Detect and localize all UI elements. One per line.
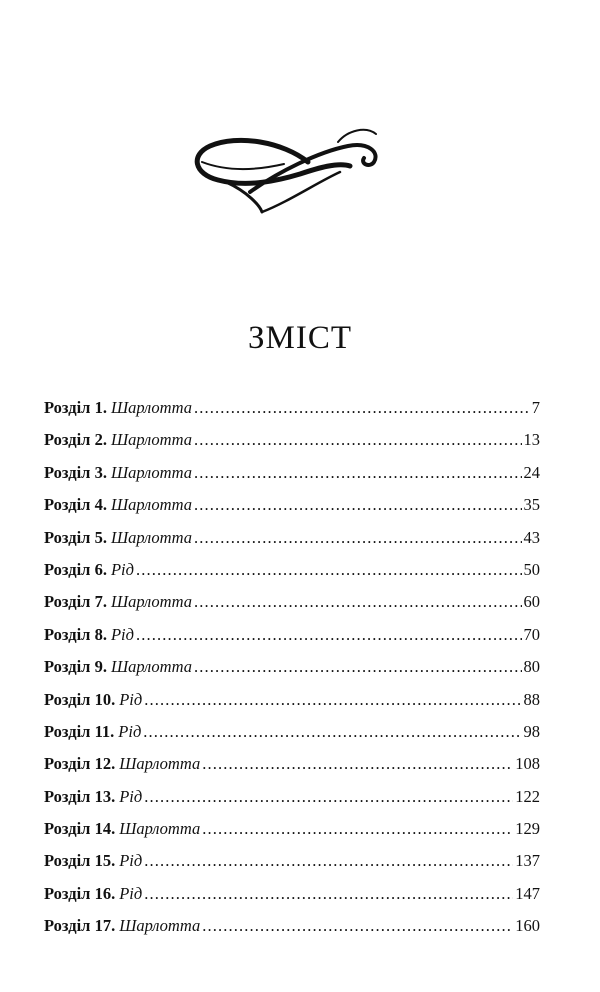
dot-leader bbox=[136, 560, 522, 580]
chapter-label: Розділ 10. bbox=[44, 689, 116, 709]
dot-leader bbox=[144, 690, 521, 710]
chapter-label: Розділ 6. bbox=[44, 559, 107, 579]
chapter-title: Шарлотта bbox=[110, 495, 192, 515]
chapter-title: Рід bbox=[110, 559, 134, 579]
chapter-label: Розділ 16. bbox=[44, 883, 116, 903]
dot-leader bbox=[194, 657, 522, 677]
toc-entry bbox=[44, 851, 540, 883]
page-number: 122 bbox=[515, 786, 540, 806]
toc-entry bbox=[44, 916, 540, 948]
dot-leader bbox=[194, 592, 522, 612]
page-number: 98 bbox=[523, 721, 540, 741]
toc-entry bbox=[44, 430, 540, 462]
dot-leader bbox=[194, 495, 522, 515]
page-number: 108 bbox=[515, 754, 540, 774]
toc-entry bbox=[44, 592, 540, 624]
page-number: 35 bbox=[523, 495, 540, 515]
dot-leader bbox=[144, 884, 513, 904]
toc-entry bbox=[44, 819, 540, 851]
page-number: 7 bbox=[531, 398, 540, 417]
page-title: ЗМІСТ bbox=[247, 320, 353, 356]
chapter-title: Рід bbox=[119, 883, 143, 903]
toc-entry bbox=[44, 884, 540, 916]
toc-entry bbox=[44, 528, 540, 560]
toc-entry bbox=[44, 495, 540, 527]
chapter-title: Рід bbox=[119, 689, 143, 709]
dot-leader bbox=[194, 463, 522, 483]
toc-entry bbox=[44, 657, 540, 689]
chapter-label: Розділ 15. bbox=[44, 851, 116, 871]
chapter-title: Шарлотта bbox=[110, 398, 192, 417]
dot-leader bbox=[144, 851, 513, 871]
chapter-title: Рід bbox=[110, 624, 134, 644]
chapter-label: Розділ 14. bbox=[44, 819, 116, 839]
flourish-ornament-icon bbox=[188, 122, 384, 218]
chapter-label: Розділ 3. bbox=[44, 462, 107, 482]
page-number: 60 bbox=[523, 592, 540, 612]
chapter-title: Шарлотта bbox=[119, 754, 201, 774]
page-number: 88 bbox=[523, 689, 540, 709]
chapter-label: Розділ 12. bbox=[44, 754, 116, 774]
chapter-label: Розділ 9. bbox=[44, 657, 107, 677]
dot-leader bbox=[202, 754, 513, 774]
toc-entry bbox=[44, 560, 540, 592]
chapter-title: Шарлотта bbox=[119, 819, 201, 839]
dot-leader bbox=[194, 398, 530, 418]
page-number: 147 bbox=[515, 883, 540, 903]
page-number: 13 bbox=[523, 430, 540, 450]
chapter-label: Розділ 11. bbox=[44, 721, 115, 741]
chapter-label: Розділ 2. bbox=[44, 430, 107, 450]
toc-entry bbox=[44, 625, 540, 657]
dot-leader bbox=[202, 916, 513, 936]
toc-entry bbox=[44, 787, 540, 819]
dot-leader bbox=[202, 819, 513, 839]
page-number: 129 bbox=[515, 819, 540, 839]
dot-leader bbox=[194, 528, 522, 548]
dot-leader bbox=[144, 787, 513, 807]
page-number: 80 bbox=[523, 657, 540, 677]
chapter-title: Рід bbox=[118, 721, 142, 741]
chapter-label: Розділ 13. bbox=[44, 786, 116, 806]
page-number: 24 bbox=[523, 462, 540, 482]
table-of-contents bbox=[44, 398, 540, 949]
chapter-title: Шарлотта bbox=[110, 462, 192, 482]
chapter-label: Розділ 17. bbox=[44, 916, 116, 936]
chapter-title: Рід bbox=[119, 786, 143, 806]
chapter-title: Шарлотта bbox=[110, 430, 192, 450]
chapter-title: Шарлотта bbox=[119, 916, 201, 936]
chapter-title: Шарлотта bbox=[110, 657, 192, 677]
dot-leader bbox=[136, 625, 522, 645]
toc-entry bbox=[44, 463, 540, 495]
chapter-title: Рід bbox=[119, 851, 143, 871]
toc-entry bbox=[44, 754, 540, 786]
dot-leader bbox=[194, 430, 522, 450]
page-number: 43 bbox=[523, 527, 540, 547]
page-number: 160 bbox=[515, 916, 540, 936]
chapter-label: Розділ 1. bbox=[44, 398, 107, 417]
chapter-title: Шарлотта bbox=[110, 527, 192, 547]
page-number: 50 bbox=[523, 559, 540, 579]
chapter-label: Розділ 4. bbox=[44, 495, 107, 515]
dot-leader bbox=[143, 722, 521, 742]
chapter-label: Розділ 5. bbox=[44, 527, 107, 547]
toc-entry bbox=[44, 690, 540, 722]
page-number: 70 bbox=[523, 624, 540, 644]
chapter-label: Розділ 7. bbox=[44, 592, 107, 612]
chapter-label: Розділ 8. bbox=[44, 624, 107, 644]
toc-entry bbox=[44, 398, 540, 430]
page-number: 137 bbox=[515, 851, 540, 871]
chapter-title: Шарлотта bbox=[110, 592, 192, 612]
toc-entry bbox=[44, 722, 540, 754]
